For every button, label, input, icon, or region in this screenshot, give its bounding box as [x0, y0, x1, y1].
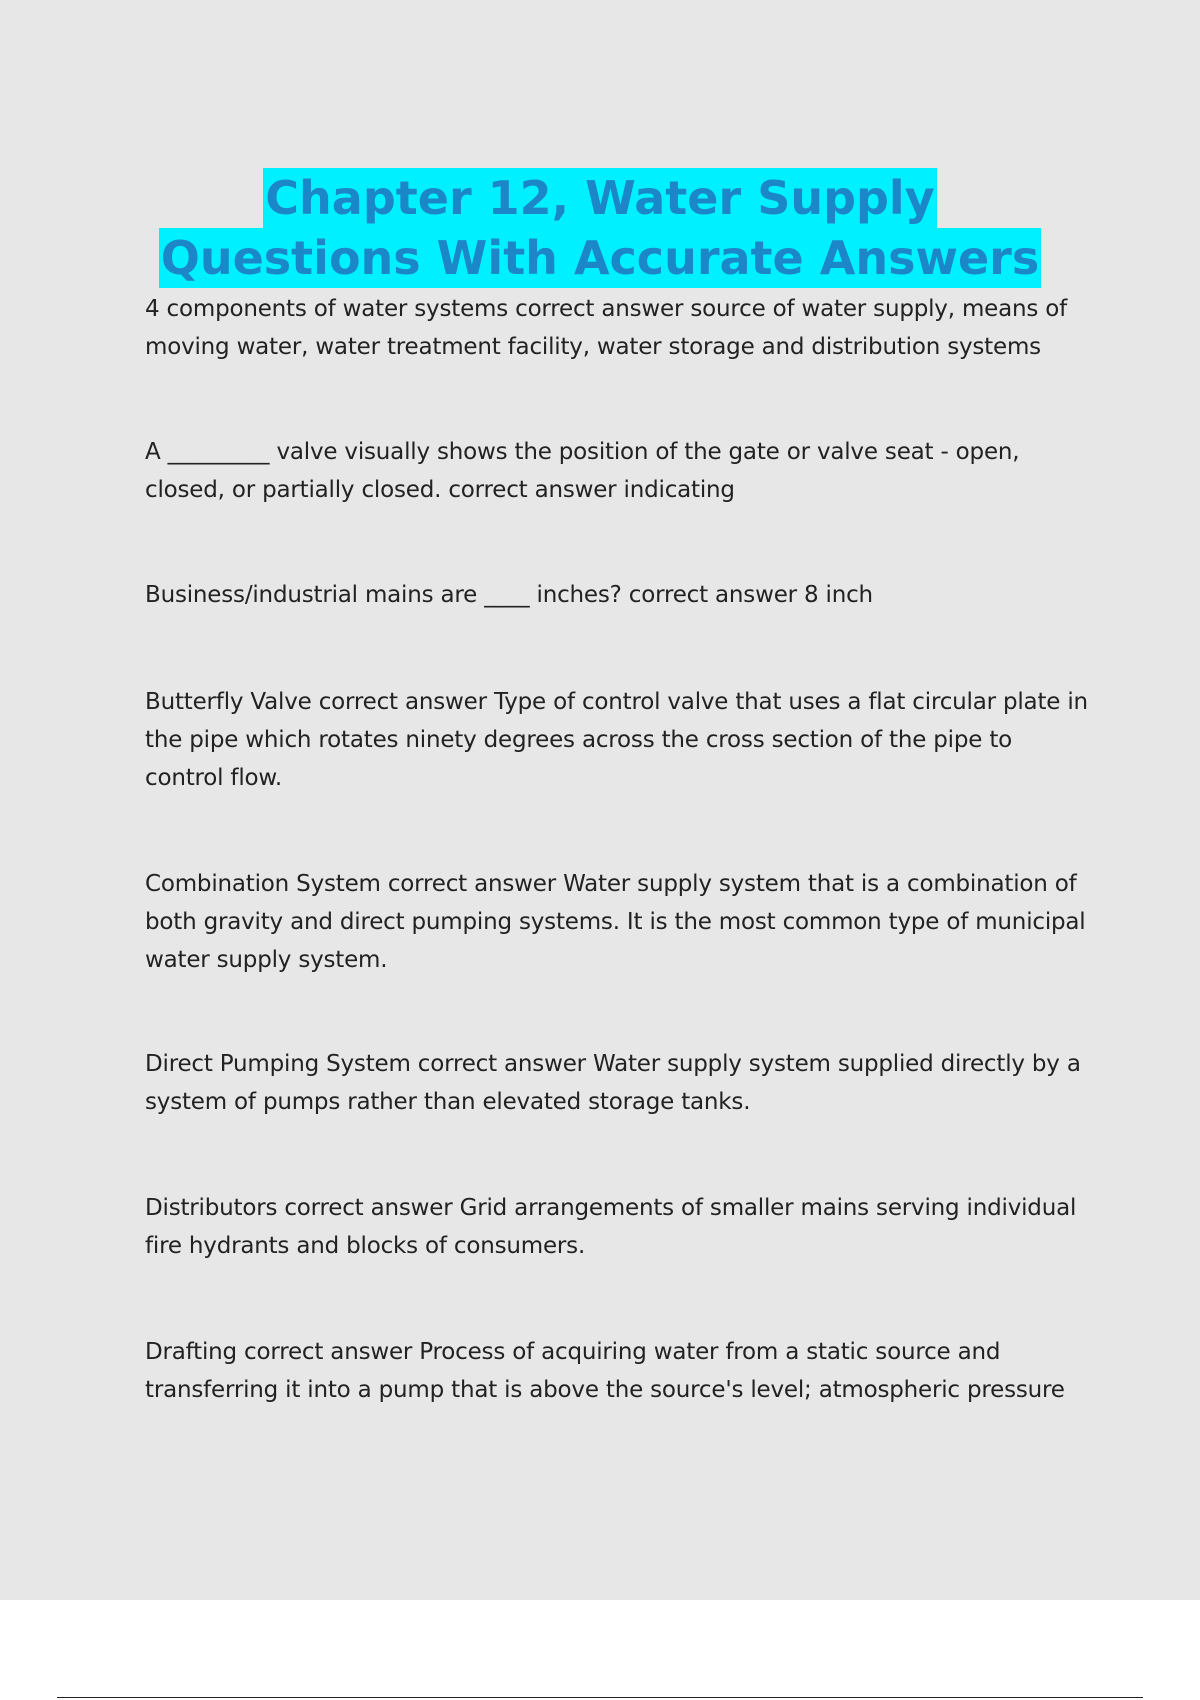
qa-entry-distributors: Distributors correct answer Grid arrangements of smaller mains serving individual fire hydrants and blocks of consumers. [145, 1195, 1077, 1259]
qa-entry-components: 4 components of water systems correct answer source of water supply, means of moving water, water treatment facility, water storage and distribution systems [145, 296, 1068, 360]
qa-entry-butterfly-valve: Butterfly Valve correct answer Type of control valve that uses a flat circular plate in the pipe which rotates ninety degrees across the cross section of the pipe to control flow. [145, 689, 1088, 791]
qa-entry-business-mains: Business/industrial mains are ____ inches? correct answer 8 inch [145, 582, 873, 608]
qa-entry-combination-system: Combination System correct answer Water supply system that is a combination of both gravity and direct pumping systems. It is the most common type of municipal water supply system. [145, 871, 1086, 973]
qa-entry-direct-pumping: Direct Pumping System correct answer Water supply system supplied directly by a system of pumps rather than elevated storage tanks. [145, 1051, 1081, 1115]
title-line-2: Questions With Accurate Answers [159, 228, 1042, 288]
title-line-1: Chapter 12, Water Supply [263, 168, 936, 228]
document-title [0, 168, 1200, 288]
qa-entry-indicating-valve: A _________ valve visually shows the position of the gate or valve seat - open, closed, or partially closed. correct answer indicating [145, 439, 1020, 503]
footer-divider [57, 1697, 1143, 1698]
qa-entry-drafting: Drafting correct answer Process of acquiring water from a static source and transferring it into a pump that is above the source's level; atmospheric pressure [145, 1339, 1065, 1403]
